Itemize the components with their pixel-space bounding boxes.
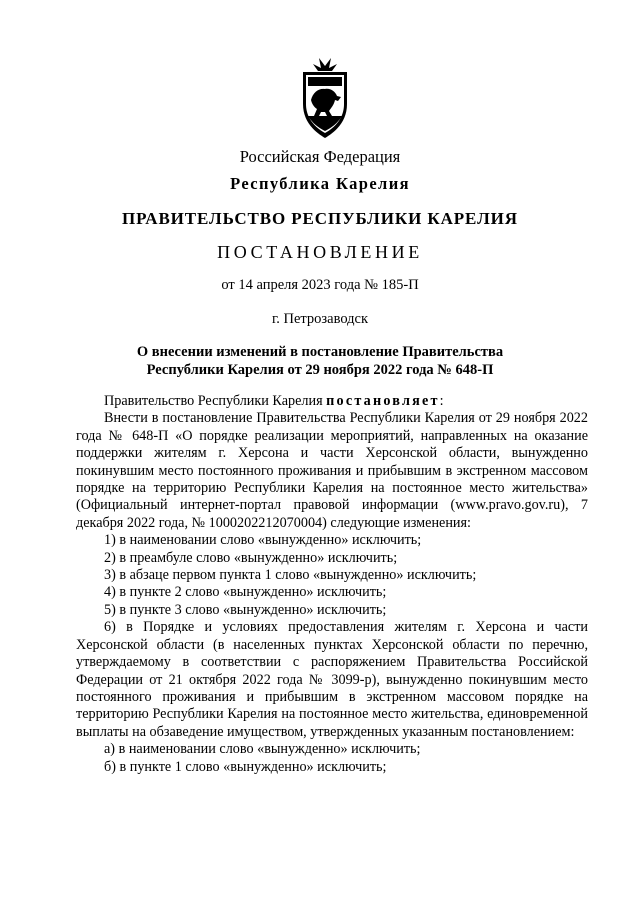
paragraph-6: 6) в Порядке и условиях предоставления жителям г. Херсона и части Херсонской области (в населенных пунктах Херсонской области по перечню, утверждаемому в соответствии с распоряжением Правительства Российской Федерации от 21 октября 2022 года № 3099-р), вынужденно покинувшим место постоянного проживания и прибывшим в экстренном массовом порядке на территорию Республики Карелия на постоянное место жительства, единовременной выплаты на обзаведение имуществом, утвержденных указанным постановлением: <box>76 619 588 740</box>
document-title <box>0 343 640 379</box>
sub-item: а) в наименовании слово «вынужденно» исключить; <box>104 741 421 758</box>
title-line-2: Республики Карелия от 29 ноября 2022 года № 648-П <box>146 362 494 378</box>
republic-line: Республика Карелия <box>230 174 410 193</box>
sub-item: б) в пункте 1 слово «вынужденно» исключить; <box>104 758 387 775</box>
intro-paragraph <box>76 393 588 410</box>
paragraph-1: Внести в постановление Правительства Республики Карелия от 29 ноября 2022 года № 648-П «О порядке реализации мероприятий, направленных на оказание поддержки жителям г. Херсона и части Херсонской области, вынужденно покинувшим место постоянного проживания и прибывшим в экстренном массовом порядке на территорию Республики Карелия на постоянное место жительства» (Официальный интернет-портал правовой информации (www.pravo.gov.ru), 7 декабря 2022 года, № 1000202212070004) следующие изменения: <box>76 410 588 531</box>
document-type: ПОСТАНОВЛЕНИЕ <box>217 242 423 262</box>
intro-decree-word: постановляет <box>326 393 440 409</box>
intro-suffix: : <box>439 393 444 409</box>
title-line-1: О внесении изменений в постановление Правительства <box>136 344 504 360</box>
city: г. Петрозаводск <box>271 311 369 327</box>
list-item: 3) в абзаце первом пункта 1 слово «вынужденно» исключить; <box>104 567 477 584</box>
federation-line: Российская Федерация <box>239 147 401 166</box>
list-item: 1) в наименовании слово «вынужденно» исключить; <box>104 532 422 549</box>
list-item: 4) в пункте 2 слово «вынужденно» исключить; <box>104 584 387 601</box>
intro-prefix: Правительство Республики Карелия <box>104 393 327 409</box>
date-number: от 14 апреля 2023 года № 185-П <box>221 277 419 293</box>
list-item: 2) в преамбуле слово «вынужденно» исключить; <box>104 549 398 566</box>
karelia-coat-of-arms-icon <box>299 56 351 140</box>
list-item: 5) в пункте 3 слово «вынужденно» исключить; <box>104 601 387 618</box>
government-heading: ПРАВИТЕЛЬСТВО РЕСПУБЛИКИ КАРЕЛИЯ <box>122 209 518 228</box>
document-body <box>76 393 588 776</box>
